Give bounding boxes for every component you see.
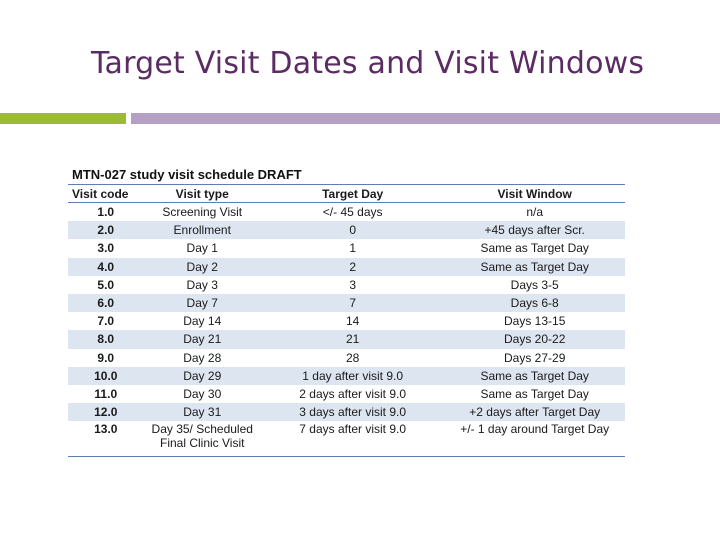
visit-window-cell: Same as Target Day xyxy=(480,241,589,256)
table-header-row xyxy=(68,185,625,203)
visit-type-cell: Screening Visit xyxy=(162,205,243,220)
accent-rule-green xyxy=(0,113,126,124)
table-row xyxy=(68,221,625,239)
visit-window-cell: +2 days after Target Day xyxy=(469,405,601,420)
header-visit-code: Visit code xyxy=(72,186,129,201)
header-target-day: Target Day xyxy=(322,186,384,201)
visit-code-cell: 7.0 xyxy=(97,314,115,329)
target-day-cell: 1 day after visit 9.0 xyxy=(302,368,404,383)
visit-code-cell: 5.0 xyxy=(97,277,115,292)
target-day-cell: 0 xyxy=(349,223,356,238)
table-row xyxy=(68,367,625,385)
visit-window-cell: n/a xyxy=(526,205,544,220)
visit-window-cell: Days 20-22 xyxy=(504,332,566,347)
accent-rule-purple xyxy=(131,113,720,124)
target-day-cell: 14 xyxy=(345,314,360,329)
target-day-cell: </- 45 days xyxy=(322,205,383,220)
table-row xyxy=(68,330,625,348)
visit-code-cell: 6.0 xyxy=(97,296,115,311)
visit-type-cell: Day 3 xyxy=(186,277,218,292)
visit-type-cell: Day 7 xyxy=(186,296,218,311)
slide-title: Target Visit Dates and Visit Windows xyxy=(91,46,645,81)
table-row xyxy=(68,312,625,330)
visit-type-cell: Day 30 xyxy=(183,386,222,401)
table-row xyxy=(68,421,625,457)
visit-code-cell: 9.0 xyxy=(97,350,115,365)
visit-window-cell: Days 27-29 xyxy=(504,350,566,365)
visit-type-cell: Day 14 xyxy=(183,314,222,329)
target-day-cell: 21 xyxy=(345,332,360,347)
visit-window-cell: Same as Target Day xyxy=(480,259,589,274)
table-body xyxy=(68,203,625,457)
visit-code-cell: 13.0 xyxy=(94,422,118,437)
schedule-caption: MTN-027 study visit schedule DRAFT xyxy=(72,167,302,182)
target-day-cell: 7 xyxy=(349,296,356,311)
visit-type-cell: Day 28 xyxy=(183,350,222,365)
target-day-cell: 7 days after visit 9.0 xyxy=(299,422,407,437)
table-row xyxy=(68,385,625,403)
visit-code-cell: 12.0 xyxy=(94,405,118,420)
visit-schedule xyxy=(68,166,625,457)
table-row xyxy=(68,403,625,421)
table-row xyxy=(68,239,625,257)
target-day-cell: 3 days after visit 9.0 xyxy=(299,405,407,420)
visit-code-cell: 2.0 xyxy=(97,223,115,238)
target-day-cell: 3 xyxy=(349,277,356,292)
visit-window-cell: Same as Target Day xyxy=(480,386,589,401)
visit-code-cell: 8.0 xyxy=(97,332,115,347)
visit-window-cell: +/- 1 day around Target Day xyxy=(460,422,610,437)
table-row xyxy=(68,258,625,276)
visit-window-cell: Days 3-5 xyxy=(510,277,559,292)
visit-type-cell: Day 2 xyxy=(186,259,218,274)
table-row xyxy=(68,294,625,312)
visit-window-cell: Days 6-8 xyxy=(510,296,559,311)
table-row xyxy=(68,349,625,367)
visit-code-cell: 11.0 xyxy=(94,386,118,401)
visit-type-cell: Enrollment xyxy=(173,223,231,238)
visit-type-cell: Day 1 xyxy=(186,241,218,256)
target-day-cell: 28 xyxy=(345,350,360,365)
target-day-cell: 2 days after visit 9.0 xyxy=(299,386,407,401)
target-day-cell: 1 xyxy=(349,241,356,256)
header-visit-window: Visit Window xyxy=(497,186,572,201)
visit-window-cell: Same as Target Day xyxy=(480,368,589,383)
visit-type-cell: Day 35/ Scheduled Final Clinic Visit xyxy=(151,422,253,451)
visit-code-cell: 3.0 xyxy=(97,241,115,256)
target-day-cell: 2 xyxy=(349,259,356,274)
schedule-table xyxy=(68,184,625,457)
visit-type-cell: Day 31 xyxy=(183,405,222,420)
visit-code-cell: 10.0 xyxy=(94,368,118,383)
header-visit-type: Visit type xyxy=(175,186,229,201)
table-row xyxy=(68,276,625,294)
visit-code-cell: 4.0 xyxy=(97,259,115,274)
visit-type-cell: Day 21 xyxy=(183,332,222,347)
visit-window-cell: Days 13-15 xyxy=(504,314,566,329)
visit-type-cell: Day 29 xyxy=(183,368,222,383)
visit-code-cell: 1.0 xyxy=(97,205,115,220)
visit-window-cell: +45 days after Scr. xyxy=(484,223,585,238)
table-row xyxy=(68,203,625,222)
